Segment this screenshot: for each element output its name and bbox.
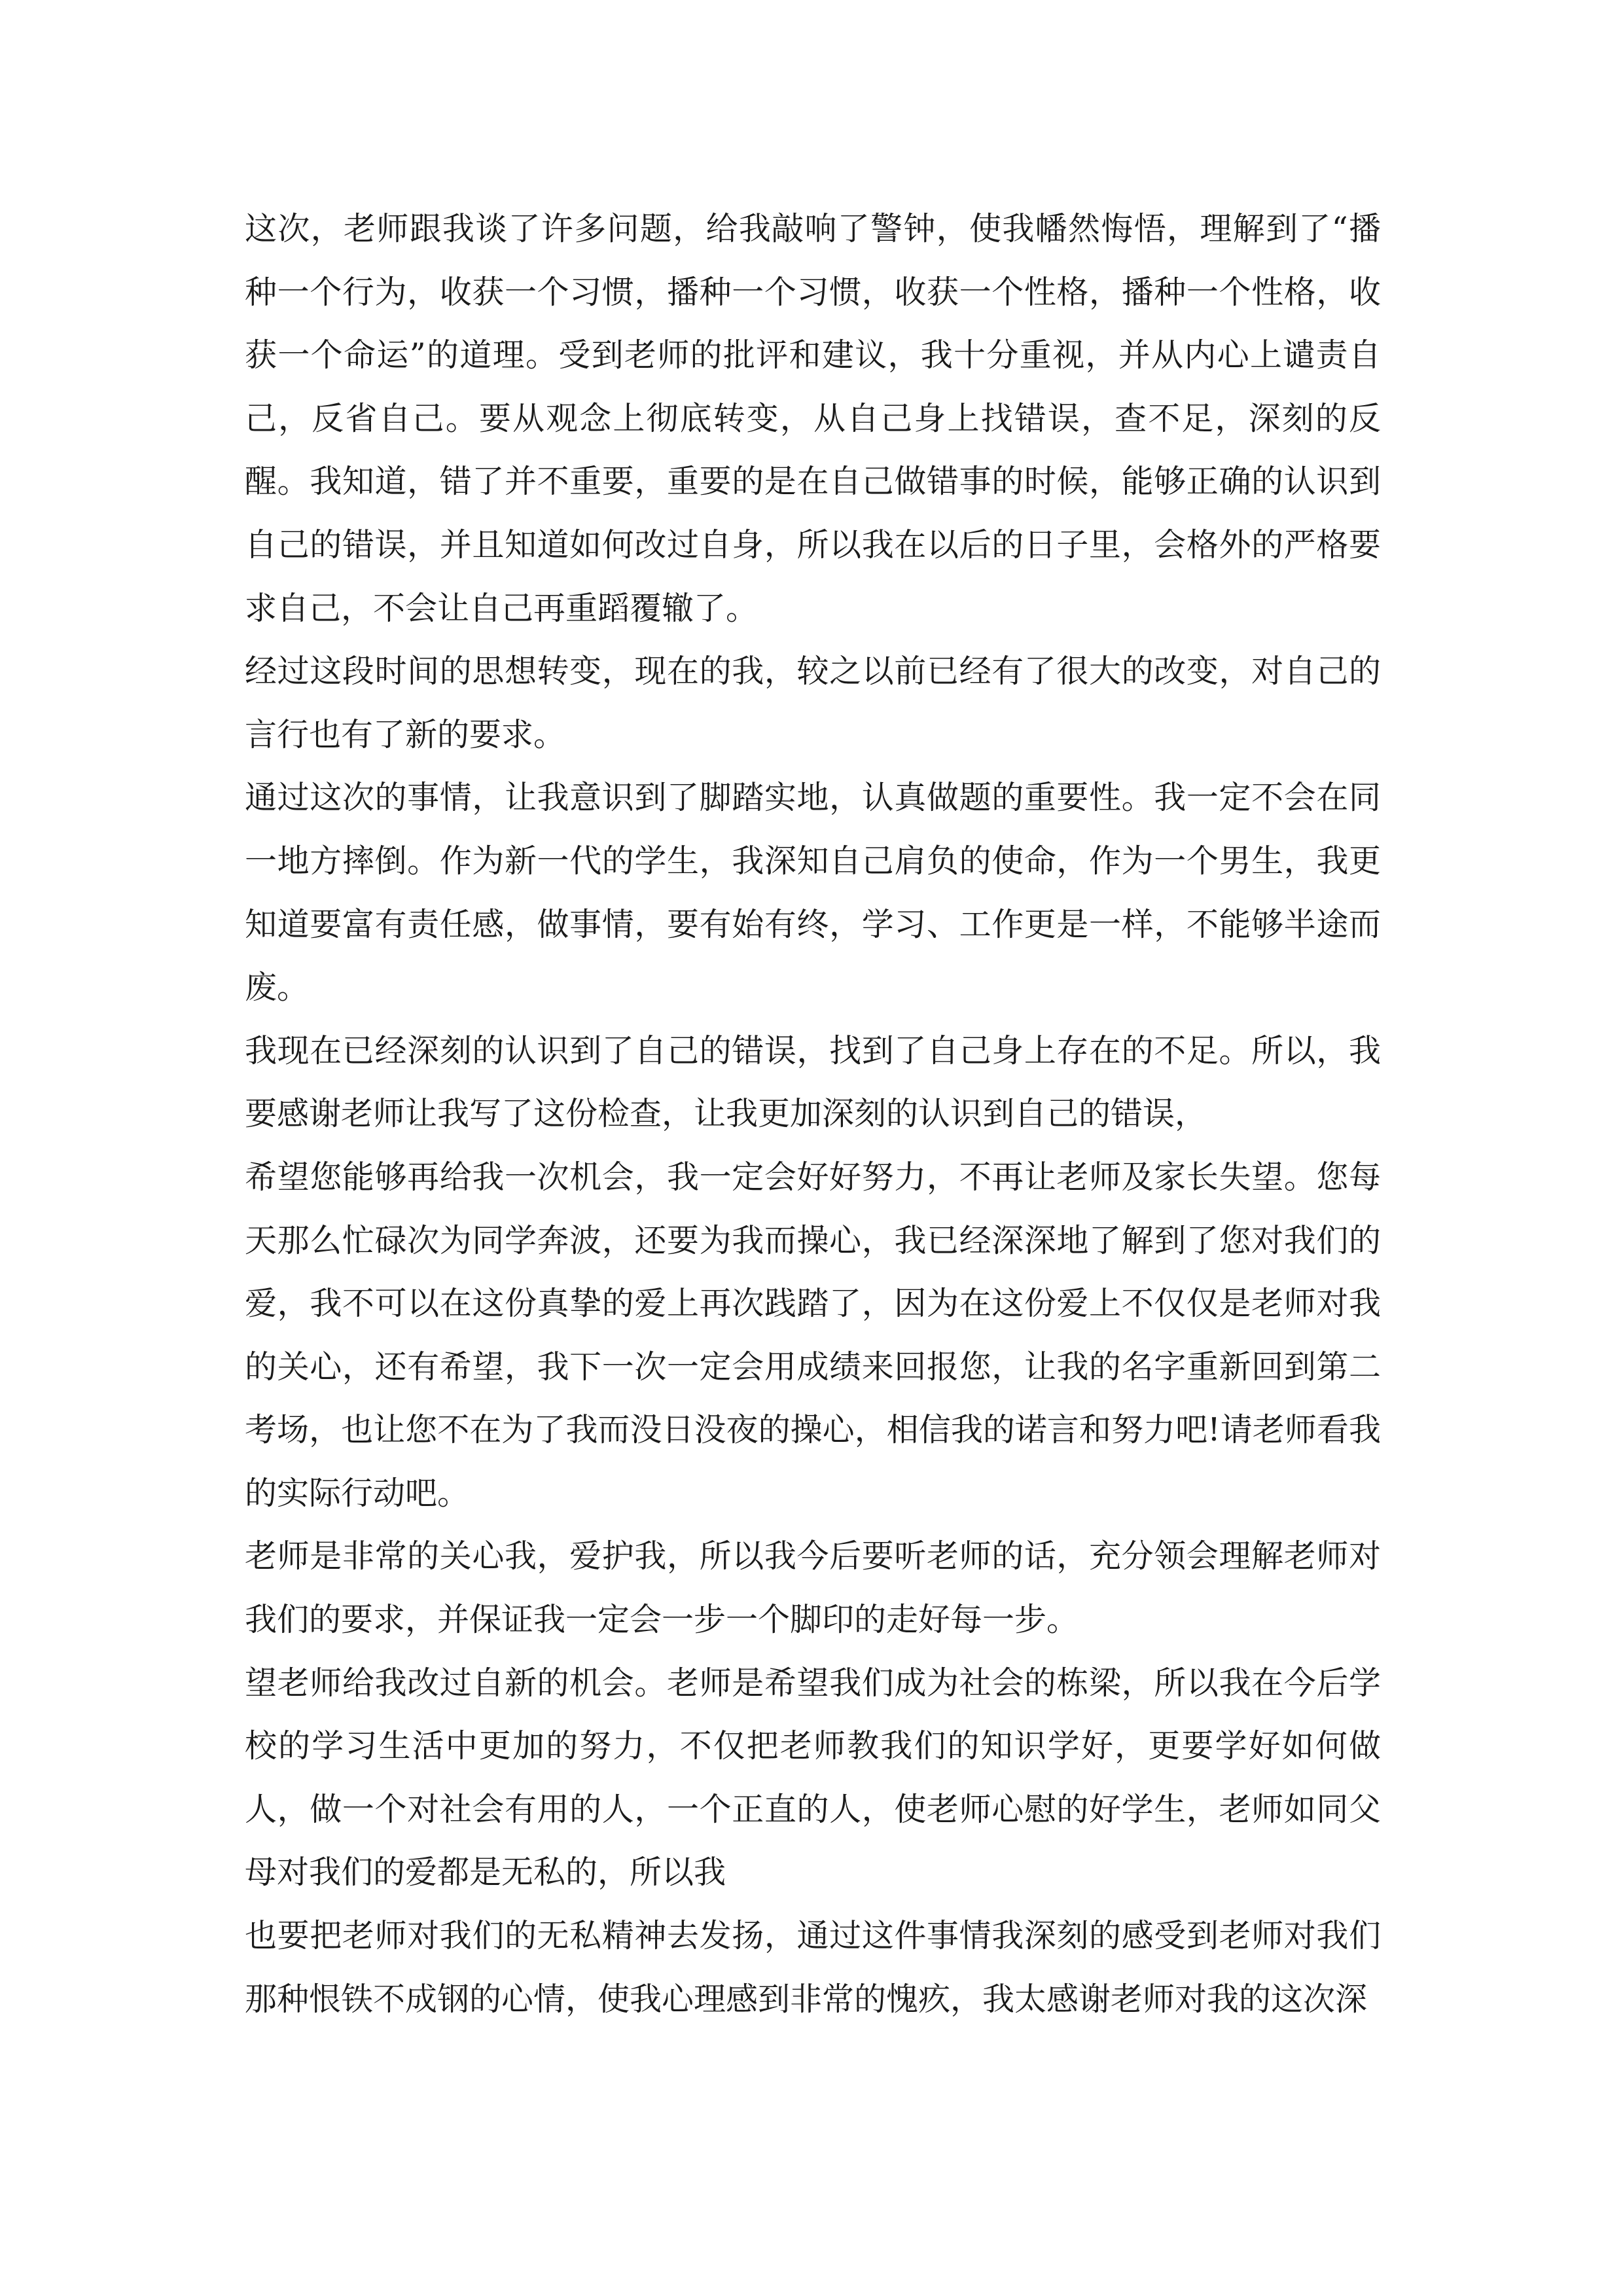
paragraph-5: 希望您能够再给我一次机会，我一定会好好努力，不再让老师及家长失望。您每天那么忙碌次为同学奔波，还要为我而操心，我已经深深地了解到了您对我们的爱，我不可以在这份真挚的爱上再次践踏了，因为在这份爱上不仅仅是老师对我的关心，还有希望，我下一次一定会用成绩来回报您，让我的名字重新回到第二考场，也让您不在为了我而没日没夜的操心，相信我的诺言和努力吧!请老师看我的实际行动吧。 [245,1158,1381,1512]
paragraph-1: 这次，老师跟我谈了许多问题，给我敲响了警钟，使我幡然悔悟，理解到了“播种一个行为，收获一个习惯，播种一个习惯，收获一个性格，播种一个性格，收获一个命运”的道理。受到老师的批评和建议，我十分重视，并从内心上谴责自己，反省自己。要从观念上彻底转变，从自己身上找错误，查不足，深刻的反醒。我知道，错了并不重要，重要的是在自己做错事的时候，能够正确的认识到自己的错误，并且知道如何改过自身，所以我在以后的日子里，会格外的严格要求自己，不会让自己再重蹈覆辙了。 [245,210,1381,627]
paragraph-3: 通过这次的事情，让我意识到了脚踏实地，认真做题的重要性。我一定不会在同一地方摔倒。作为新一代的学生，我深知自己肩负的使命，作为一个男生，我更知道要富有责任感，做事情，要有始有终，学习、工作更是一样，不能够半途而废。 [245,779,1381,1007]
paragraph-6: 老师是非常的关心我，爱护我，所以我今后要听老师的话，充分领会理解老师对我们的要求，并保证我一定会一步一个脚印的走好每一步。 [245,1537,1381,1639]
paragraph-7: 望老师给我改过自新的机会。老师是希望我们成为社会的栋梁，所以我在今后学校的学习生活中更加的努力，不仅把老师教我们的知识学好，更要学好如何做人，做一个对社会有用的人，一个正直的人，使老师心慰的好学生，老师如同父母对我们的爱都是无私的，所以我 [245,1664,1381,1892]
document-body [245,198,1381,2031]
paragraph-8: 也要把老师对我们的无私精神去发扬，通过这件事情我深刻的感受到老师对我们那种恨铁不成钢的心情，使我心理感到非常的愧疚，我太感谢老师对我的这次深 [245,1917,1381,2018]
paragraph-2: 经过这段时间的思想转变，现在的我，较之以前已经有了很大的改变，对自己的言行也有了新的要求。 [245,653,1381,753]
paragraph-4: 我现在已经深刻的认识到了自己的错误，找到了自己身上存在的不足。所以，我要感谢老师让我写了这份检查，让我更加深刻的认识到自己的错误， [245,1031,1381,1133]
